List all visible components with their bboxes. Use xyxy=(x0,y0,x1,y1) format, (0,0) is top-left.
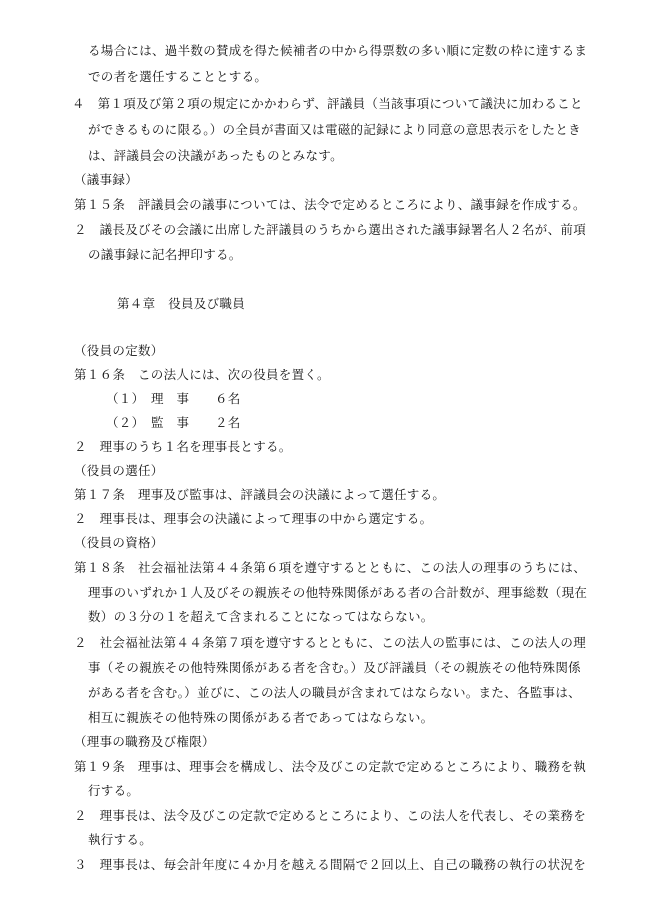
text-line: 相互に親族その他特殊の関係がある者であってはならない。 xyxy=(88,710,434,725)
text-line: る場合には、過半数の賛成を得た候補者の中から得票数の多い順に定数の枠に達するま xyxy=(88,43,588,58)
text-line: 事（その親族その他特殊関係がある者を含む。）及び評議員（その親族その他特殊関係 xyxy=(88,660,581,675)
article-line: 第１８条 社会福祉法第４４条第６項を遵守するとともに、この法人の理事のうちには、 xyxy=(74,560,587,575)
text-line: ２ 社会福祉法第４４条第７項を遵守するとともに、この法人の監事には、この法人の理 xyxy=(74,635,587,650)
text-line: ２ 議長及びその会議に出席した評議員のうちから選出された議事録署名人２名が、前項 xyxy=(74,222,587,237)
text-line: がある者を含む。）並びに、この法人の職員が含まれてはならない。また、各監事は、 xyxy=(88,685,581,700)
text-line: ２ 理事長は、法令及びこの定款で定めるところにより、この法人を代表し、その業務を xyxy=(74,808,587,823)
list-item: （１） 理 事 ６名 xyxy=(106,391,241,406)
section-heading: （議事録） xyxy=(74,172,139,187)
text-line: での者を選任することとする。 xyxy=(88,69,268,84)
text-line: ２ 理事のうち１名を理事長とする。 xyxy=(74,439,292,454)
article-line: 第１９条 理事は、理事会を構成し、法令及びこの定款で定めるところにより、職務を執 xyxy=(74,759,587,774)
text-line: 行する。 xyxy=(88,783,140,798)
text-line: ３ 理事長は、毎会計年度に４か月を越える間隔で２回以上、自己の職務の執行の状況を xyxy=(74,857,587,872)
section-heading: （役員の選任） xyxy=(74,463,164,478)
article-line: 第１５条 評議員会の議事については、法令で定めるところにより、議事録を作成する。 xyxy=(74,197,586,212)
section-heading: （理事の職務及び権限） xyxy=(74,734,215,749)
text-line: の議事録に記名押印する。 xyxy=(88,247,242,262)
text-line: 執行する。 xyxy=(88,832,153,847)
article-line: 第１７条 理事及び監事は、評議員会の決議によって選任する。 xyxy=(74,487,446,502)
article-line: 第１６条 この法人には、次の役員を置く。 xyxy=(74,367,330,382)
text-line: 数）の３分の１を超えて含まれることになってはならない。 xyxy=(88,609,434,624)
text-line: ２ 理事長は、理事会の決議によって理事の中から選定する。 xyxy=(74,511,433,526)
section-heading: （役員の定数） xyxy=(74,343,164,358)
chapter-heading: 第４章 役員及び職員 xyxy=(117,296,246,311)
list-item: （２） 監 事 ２名 xyxy=(106,415,241,430)
text-line: 理事のいずれか１人及びその親族その他特殊関係がある者の合計数が、理事総数（現在 xyxy=(88,585,588,600)
text-line: ができるものに限る。）の全員が書面又は電磁的記録により同意の意思表示をしたとき xyxy=(88,122,581,137)
text-line: は、評議員会の決議があったものとみなす。 xyxy=(88,148,343,163)
text-line: ４ 第１項及び第２項の規定にかかわらず、評議員（当該事項について議決に加わること xyxy=(72,96,583,111)
section-heading: （役員の資格） xyxy=(74,535,164,550)
